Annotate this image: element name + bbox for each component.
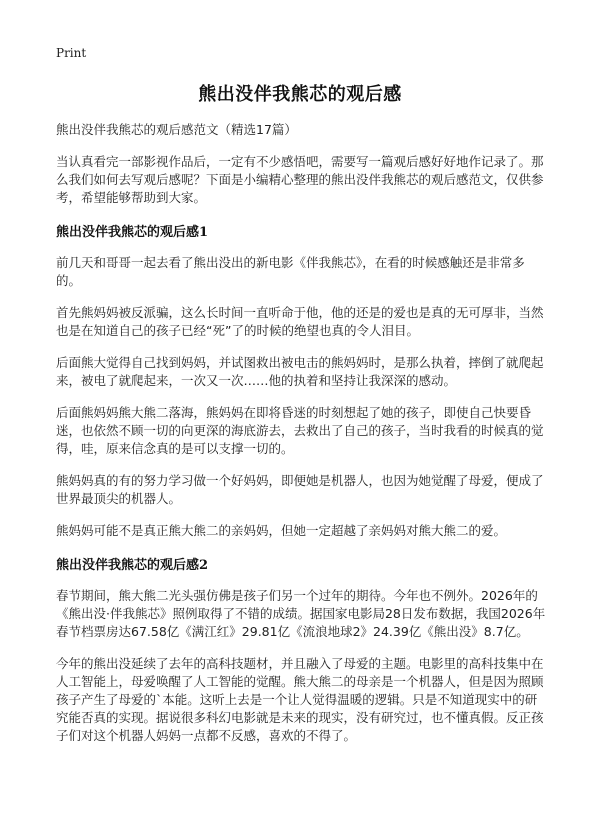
paragraph: 春节期间，熊大熊二光头强仿佛是孩子们另一个过年的期待。今年也不例外。2026年的《熊出没·伴我熊芯》照例取得了不错的成绩。据国家电影局28日发布数据，我国2026年春节档票房达67.58亿《满江红》29.81亿《流浪地球2》24.39亿《熊出没》8.7亿。 — [56, 588, 546, 639]
paragraph: 今年的熊出没延续了去年的高科技题材，并且融入了母爱的主题。电影里的高科技集中在人工智能上，母爱唤醒了人工智能的觉醒。熊大熊二的母亲是一个机器人，但是因为照顾孩子产生了母爱的`本能。这听上去是一个让人觉得温暖的逻辑。只是不知道现实中的研究能否真的实现。据说很多科幻电影就是未来的现实，没有研究过，也不懂真假。反正孩子们对这个机器人妈妈一点都不反感，喜欢的不得了。 — [56, 656, 544, 743]
section-heading: 熊出没伴我熊芯的观后感1 — [56, 225, 209, 240]
paragraph: 首先熊妈妈被反派骗，这么长时间一直听命于他，他的还是的爱也是真的无可厚非，当然也是在知道自己的孩子已经“死”了的时候的绝望也真的令人泪目。 — [56, 305, 544, 338]
section-heading: 熊出没伴我熊芯的观后感2 — [56, 558, 209, 573]
print-link[interactable]: Print — [56, 46, 87, 60]
intro-paragraph: 当认真看完一部影视作品后，一定有不少感悟吧，需要写一篇观后感好好地作记录了。那么我们如何去写观后感呢？下面是小编精心整理的熊出没伴我熊芯的观后感范文，仅供参考，希望能够帮助到大家。 — [56, 154, 544, 205]
article-subtitle: 熊出没伴我熊芯的观后感范文（精选17篇） — [56, 122, 297, 137]
paragraph: 前几天和哥哥一起去看了熊出没出的新电影《伴我熊芯》，在看的时候感触还是非常多的。 — [56, 255, 525, 288]
paragraph: 熊妈妈可能不是真正熊大熊二的亲妈妈，但她一定超越了亲妈妈对熊大熊二的爱。 — [56, 523, 507, 538]
paragraph: 后面熊大觉得自己找到妈妈，并试图救出被电击的熊妈妈时，是那么执着，摔倒了就爬起来，被电了就爬起来，一次又一次……他的执着和坚持让我深深的感动。 — [56, 355, 544, 388]
paragraph: 熊妈妈真的有的努力学习做一个好妈妈，即便她是机器人，也因为她觉醒了母爱，便成了世界最顶尖的机器人。 — [56, 473, 544, 506]
article-body — [56, 121, 546, 759]
page-title: 熊出没伴我熊芯的观后感 — [198, 84, 402, 105]
paragraph: 后面熊妈妈熊大熊二落海，熊妈妈在即将昏迷的时刻想起了她的孩子，即使自己快要昏迷，也依然不顾一切的向更深的海底游去，去救出了自己的孩子，当时我看的时候真的觉得，哇，原来信念真的是可以支撑一切的。 — [56, 405, 544, 456]
